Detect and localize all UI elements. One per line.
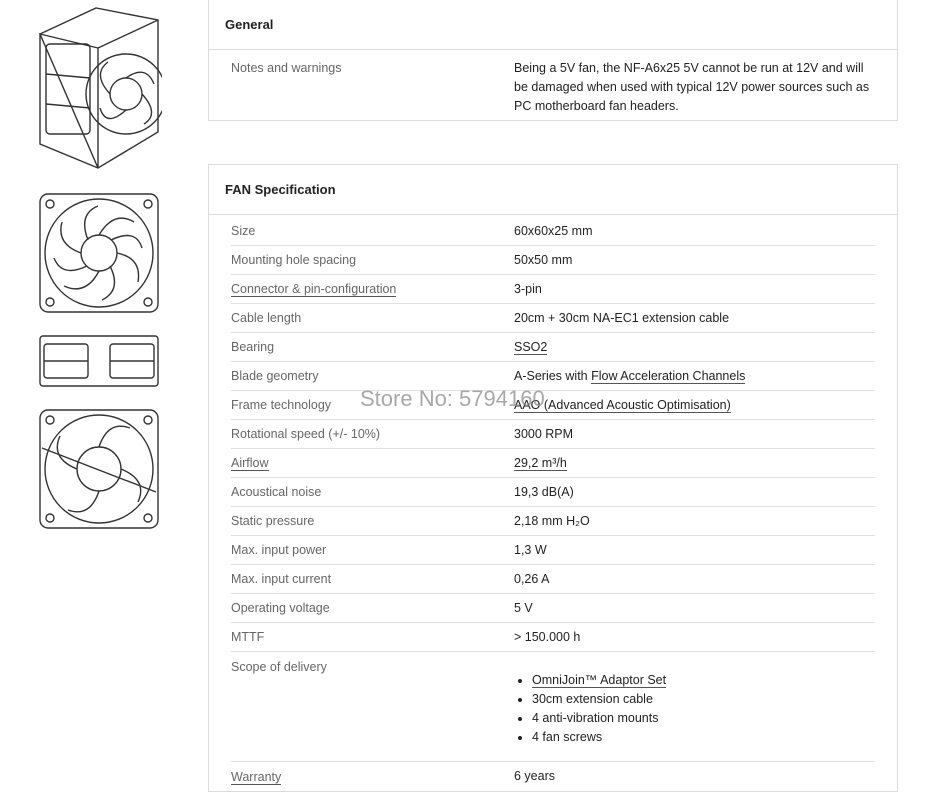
- general-title: General: [209, 0, 897, 50]
- spec-row-bearing: [231, 333, 875, 362]
- row-key: Static pressure: [231, 514, 315, 528]
- row-key: Frame technology: [231, 398, 332, 412]
- row-key: Operating voltage: [231, 601, 330, 615]
- spec-row-current: [231, 565, 875, 594]
- row-key: [231, 456, 514, 470]
- delivery-list: [514, 671, 875, 747]
- row-value: > 150.000 h: [514, 629, 581, 644]
- connector-link[interactable]: Connector & pin-configuration: [231, 282, 397, 296]
- spec-row-frame: [231, 391, 875, 420]
- fan-iso-icon[interactable]: [36, 4, 162, 170]
- spec-row-cable: [231, 304, 875, 333]
- row-value: [514, 396, 875, 415]
- row-key: Mounting hole spacing: [231, 253, 357, 267]
- fan-side-icon[interactable]: [38, 334, 160, 388]
- product-drawings: [0, 0, 200, 799]
- spec-row-power: [231, 536, 875, 565]
- row-value: 50x50 mm: [514, 252, 573, 267]
- spec-row-size: [231, 217, 875, 246]
- spec-row-noise: [231, 478, 875, 507]
- spec-row-blade: [231, 362, 875, 391]
- general-panel: [208, 0, 898, 121]
- row-key: Notes and warnings: [231, 61, 342, 75]
- spec-row-warranty: [231, 762, 875, 791]
- row-key: Size: [231, 224, 256, 238]
- row-value: 60x60x25 mm: [514, 223, 593, 238]
- row-value: [514, 454, 875, 473]
- row-key: [231, 282, 514, 296]
- row-value: 2,18 mm H₂O: [514, 513, 590, 528]
- airflow-link[interactable]: Airflow: [231, 456, 269, 470]
- row-key: Bearing: [231, 340, 275, 354]
- fan-back-icon[interactable]: [38, 408, 160, 530]
- spec-row-pressure: [231, 507, 875, 536]
- row-key: Acoustical noise: [231, 485, 322, 499]
- airflow-value-link[interactable]: 29,2 m³/h: [514, 455, 567, 470]
- row-value: 3-pin: [514, 281, 542, 296]
- row-value: 6 years: [514, 769, 555, 783]
- row-key: Rotational speed (+/- 10%): [231, 427, 381, 441]
- row-key: Scope of delivery: [231, 660, 327, 674]
- aao-link[interactable]: AAO (Advanced Acoustic Optimisation): [514, 397, 731, 412]
- row-value: 1,3 W: [514, 542, 547, 557]
- fan-front-icon[interactable]: [38, 192, 160, 314]
- row-key: Max. input current: [231, 572, 332, 586]
- general-row-notes: [231, 50, 875, 116]
- fan-spec-panel: [208, 164, 898, 792]
- spec-row-voltage: [231, 594, 875, 623]
- list-item: • 4 fan screws: [532, 728, 875, 747]
- list-item: • 30cm extension cable: [532, 690, 875, 709]
- row-value: 3000 RPM: [514, 426, 574, 441]
- spec-row-airflow: [231, 449, 875, 478]
- store-watermark: Store No: 5794160: [360, 386, 545, 411]
- row-key: Max. input power: [231, 543, 327, 557]
- row-value: [514, 338, 875, 357]
- spec-row-speed: [231, 420, 875, 449]
- row-value: Being a 5V fan, the NF-A6x25 5V cannot be run at 12V and will be damaged when used with typical 12V power sources such as PC motherboard fan headers.: [514, 61, 870, 113]
- warranty-link[interactable]: Warranty: [231, 769, 282, 784]
- row-key: [231, 770, 514, 784]
- bearing-link[interactable]: SSO2: [514, 339, 548, 354]
- omnijoin-link[interactable]: OmniJoin™ Adaptor Set: [532, 673, 667, 687]
- fan-spec-title: FAN Specification: [209, 165, 897, 215]
- row-value: 0,26 A: [514, 571, 550, 586]
- row-value: [514, 658, 875, 761]
- row-key: MTTF: [231, 630, 265, 644]
- list-item: • 4 anti-vibration mounts: [532, 709, 875, 728]
- spec-row-delivery: [231, 652, 875, 762]
- row-value: 20cm + 30cm NA-EC1 extension cable: [514, 310, 730, 325]
- row-value: [514, 367, 875, 386]
- row-key: Blade geometry: [231, 369, 319, 383]
- spec-row-connector: [231, 275, 875, 304]
- blade-prefix: A-Series with: [514, 368, 592, 383]
- spec-row-mounting: [231, 246, 875, 275]
- flow-acceleration-link[interactable]: Flow Acceleration Channels: [591, 368, 746, 383]
- list-item: [532, 671, 875, 690]
- spec-row-mttf: [231, 623, 875, 652]
- row-key: Cable length: [231, 311, 302, 325]
- row-value: 19,3 dB(A): [514, 484, 574, 499]
- row-value: 5 V: [514, 600, 533, 615]
